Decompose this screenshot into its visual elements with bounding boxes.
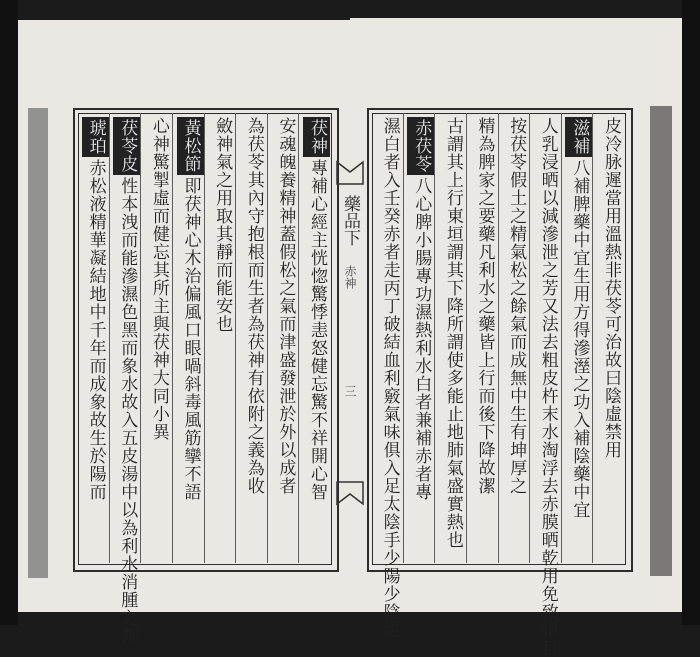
book-spine-right [682, 0, 700, 625]
book-spine-left [0, 0, 18, 625]
left-page-columns [78, 113, 330, 645]
left-column-5-text: 黃松節即茯神心木治偏風口眼喎斜毒風筋攣不語 [173, 117, 204, 501]
left-column-5 [172, 113, 204, 563]
book-page-number: 三 [343, 385, 357, 397]
left-column-8-label: 琥珀 [82, 117, 109, 157]
right-column-4 [498, 113, 530, 563]
right-column-7-text: 赤茯苓八心脾小腸專功濕熱利水白者兼補赤者專 [404, 117, 435, 501]
right-page [350, 18, 682, 657]
right-page-columns [372, 113, 624, 657]
fish-tail-bottom-icon [335, 480, 365, 506]
right-column-5 [466, 113, 498, 563]
right-column-6-text: 古謂其上行東垣謂其下降所謂使多能止地肺氣盛實熱也 [442, 117, 463, 549]
left-column-5-label: 黃松節 [177, 117, 204, 175]
book-center-strip [330, 110, 370, 540]
right-column-7-label: 赤茯苓 [407, 117, 434, 175]
left-column-3 [235, 113, 267, 563]
right-column-1 [592, 113, 624, 563]
right-column-1-text: 皮冷脉遲當用溫熱非茯苓可治故曰陰虛禁用 [601, 117, 621, 459]
right-page-edge-stain [650, 106, 672, 576]
fish-tail-top-icon [335, 160, 365, 186]
left-column-7-label: 茯苓皮 [113, 117, 140, 175]
left-column-1-label: 茯神 [303, 117, 330, 157]
left-column-7 [109, 113, 141, 645]
right-column-5-text: 精為脾家之要藥凡利水之藥皆上行而後下降故潔 [474, 117, 495, 495]
right-column-2-text: 滋補八補脾藥中宜生用方得滲溼之功入補陰藥中宜 [562, 117, 593, 519]
left-column-2-text: 安魂魄養精神蓋假松之氣而津盛發泄於外以成者 [275, 117, 296, 495]
left-column-8 [78, 113, 109, 563]
right-column-2 [561, 113, 593, 563]
left-page-edge-stain [28, 108, 48, 578]
left-column-6-text: 心神驚掣虛而健忘其所主與茯神大同小異 [148, 117, 169, 441]
left-page [18, 20, 350, 645]
book-section-title: 藥品下 [340, 195, 360, 246]
right-column-4-text: 按茯苓假土之精氣松之餘氣而成無中生有坤厚之 [506, 117, 527, 495]
left-column-3-text: 為茯苓其內守抱根而生者為茯神有依附之義為收 [243, 117, 264, 495]
right-column-8 [372, 113, 403, 639]
book-section-subtitle: 赤神 [343, 265, 357, 289]
right-column-7 [403, 113, 435, 563]
left-column-8-text: 琥珀赤松液精華凝結地中千年而成象故生於陽而 [78, 117, 109, 501]
right-column-8-text: 濕白者入壬癸赤者走丙丁破結血利竅氣味俱入足太陰手少陽少陰經 [379, 117, 400, 639]
right-column-6 [434, 113, 466, 563]
right-column-3-text: 人乳浸晒以減滲泄之芳又法去粗皮杵末水淘浮去赤膜晒乾用免致損目 [537, 117, 558, 657]
left-column-4 [204, 113, 236, 563]
left-column-7-text: 茯苓皮性本洩而能滲濕色黑而象水故入五皮湯中以為利水消腫之劑 [110, 117, 141, 645]
left-column-1 [298, 113, 330, 563]
left-column-1-text: 茯神專補心經主恍惚驚悸恚怒健忘驚不祥開心智 [299, 117, 330, 501]
right-column-3 [529, 113, 561, 657]
left-column-6 [140, 113, 172, 563]
right-column-2-label: 滋補 [565, 117, 592, 157]
left-column-4-text: 斂神氣之用取其靜而能安也 [212, 117, 233, 333]
left-column-2 [267, 113, 299, 563]
